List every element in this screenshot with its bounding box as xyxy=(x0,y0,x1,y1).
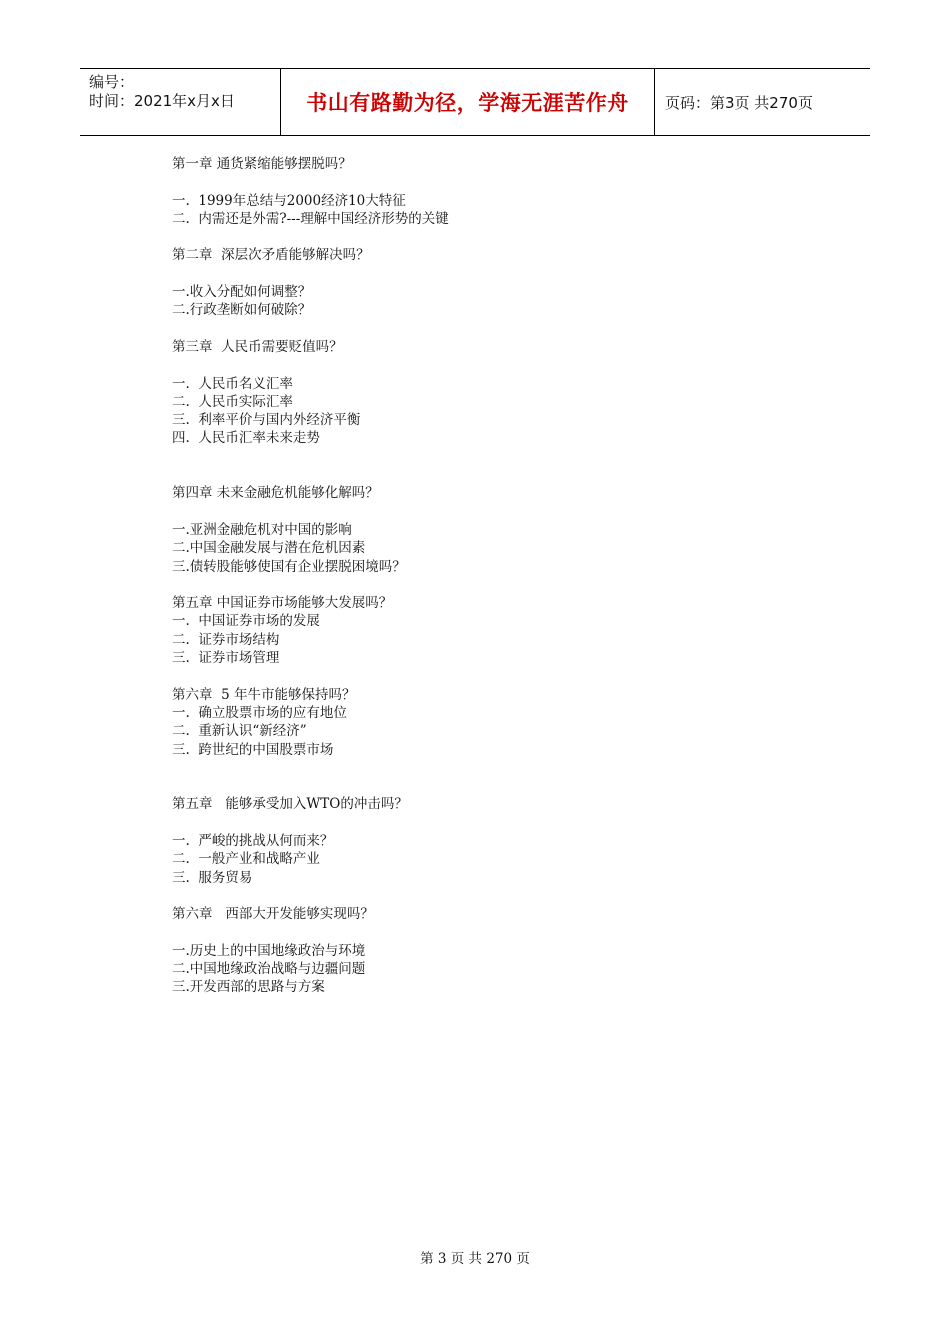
section-item: 三. 跨世纪的中国股票市场 xyxy=(172,741,334,758)
section-item: 二. 内需还是外需?---理解中国经济形势的关键 xyxy=(172,210,449,227)
section-item: 二. 证券市场结构 xyxy=(172,631,280,648)
section-item: 一.收入分配如何调整？ xyxy=(172,284,312,301)
chapter-title: 第五章 中国证券市场能够大发展吗？ xyxy=(172,595,393,612)
header-page-info: 页码：第3页 共270页 xyxy=(665,93,813,112)
section-item: 四. 人民币汇率未来走势 xyxy=(172,430,320,447)
time-label: 时间：2021年x月x日 xyxy=(89,92,235,110)
section-item: 二. 一般产业和战略产业 xyxy=(172,851,320,868)
page-header xyxy=(80,68,870,136)
section-item: 一.亚洲金融危机对中国的影响 xyxy=(172,521,352,538)
table-of-contents xyxy=(172,155,792,997)
page-footer: 第 3 页 共 270 页 xyxy=(420,1251,530,1267)
section-item: 一. 中国证券市场的发展 xyxy=(172,613,320,630)
header-motto: 书山有路勤为径，学海无涯苦作舟 xyxy=(281,69,655,135)
section-item: 三.开发西部的思路与方案 xyxy=(172,979,325,996)
section-item: 二.中国金融发展与潜在危机因素 xyxy=(172,540,366,557)
section-item: 一. 确立股票市场的应有地位 xyxy=(172,704,347,721)
section-item: 一.历史上的中国地缘政治与环境 xyxy=(172,942,366,959)
section-item: 三. 服务贸易 xyxy=(172,869,253,886)
section-item: 三. 证券市场管理 xyxy=(172,650,280,667)
section-item: 一. 人民币名义汇率 xyxy=(172,375,293,392)
section-item: 二.中国地缘政治战略与边疆问题 xyxy=(172,961,366,978)
chapter-title: 第四章 未来金融危机能够化解吗？ xyxy=(172,485,379,502)
chapter-title: 第一章 通货紧缩能够摆脱吗？ xyxy=(172,156,352,172)
section-item: 一. 1999年总结与2000经济10大特征 xyxy=(172,192,406,209)
chapter-title: 第三章 人民币需要贬值吗？ xyxy=(172,338,343,355)
section-item: 二. 人民币实际汇率 xyxy=(172,393,293,410)
chapter-title: 第五章 能够承受加入WTO的冲击吗？ xyxy=(172,796,408,813)
section-item: 二.行政垄断如何破除？ xyxy=(172,302,312,319)
number-label: 编号： xyxy=(89,73,135,91)
chapter-title: 第二章 深层次矛盾能够解决吗？ xyxy=(172,247,370,264)
section-item: 三. 利率平价与国内外经济平衡 xyxy=(172,412,361,429)
chapter-title: 第六章 西部大开发能够实现吗？ xyxy=(172,906,374,923)
header-meta xyxy=(80,69,281,135)
chapter-title: 第六章 5 年牛市能够保持吗？ xyxy=(172,686,356,703)
section-item: 一. 严峻的挑战从何而来？ xyxy=(172,832,334,849)
section-item: 三.债转股能够使国有企业摆脱困境吗？ xyxy=(172,558,406,575)
section-item: 二. 重新认识“新经济” xyxy=(172,723,307,740)
